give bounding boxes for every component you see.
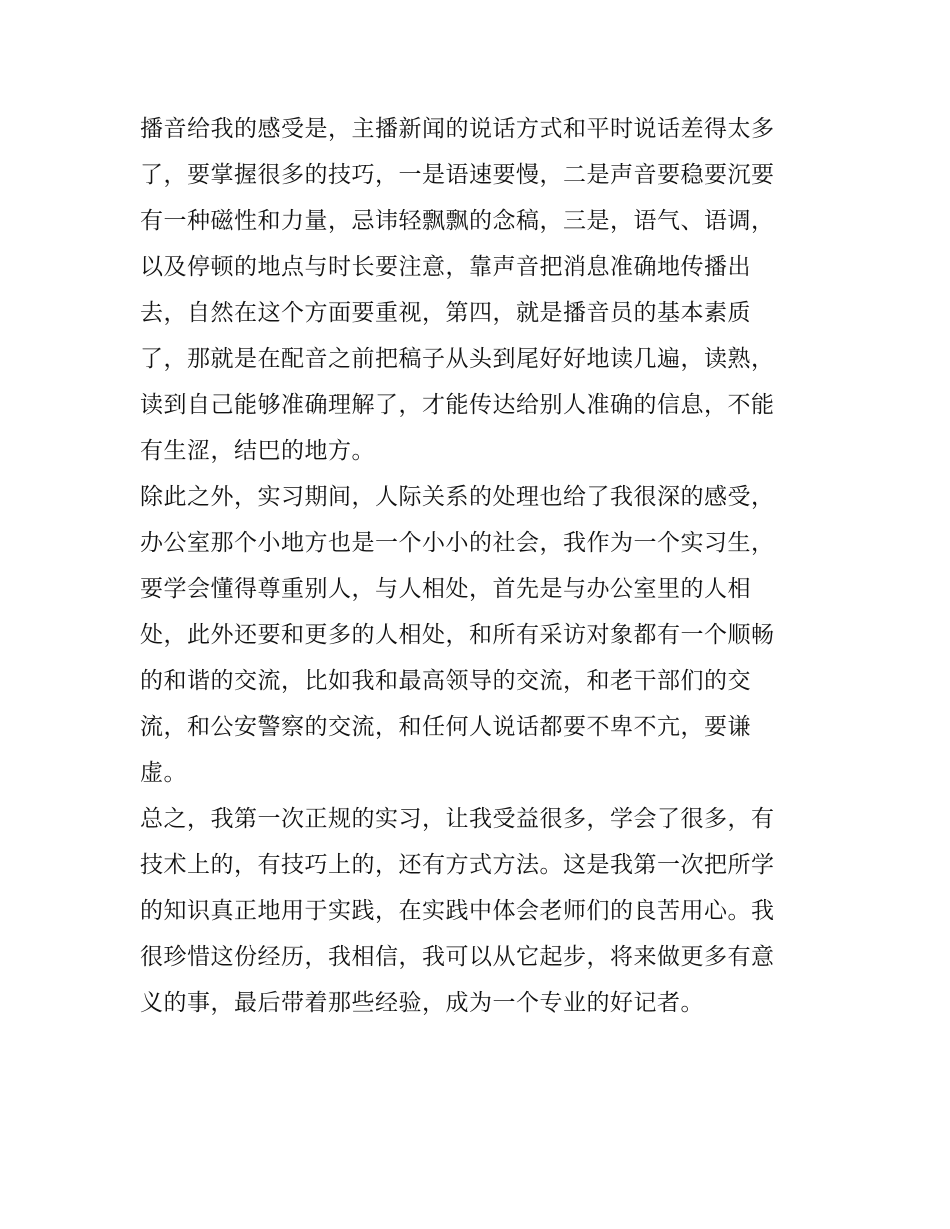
text-line-17: 技术上的，有技巧上的，还有方式方法。这是我第一次把所学 bbox=[140, 852, 775, 878]
text-line-15: 虚。 bbox=[140, 760, 187, 786]
text-line-1: 播音给我的感受是，主播新闻的说话方式和平时说话差得太多 bbox=[140, 116, 775, 142]
text-line-5: 去，自然在这个方面要重视，第四，就是播音员的基本素质 bbox=[140, 300, 751, 326]
text-line-10: 办公室那个小地方也是一个小小的社会，我作为一个实习生， bbox=[140, 530, 775, 556]
text-line-11: 要学会懂得尊重别人，与人相处，首先是与办公室里的人相 bbox=[140, 576, 751, 602]
text-line-7: 读到自己能够准确理解了，才能传达给别人准确的信息，不能 bbox=[140, 392, 775, 418]
text-line-13: 的和谐的交流，比如我和最高领导的交流，和老干部们的交 bbox=[140, 668, 751, 694]
text-line-19: 很珍惜这份经历，我相信，我可以从它起步，将来做更多有意 bbox=[140, 944, 775, 970]
text-line-14: 流，和公安警察的交流，和任何人说话都要不卑不亢，要谦 bbox=[140, 714, 751, 740]
text-line-8: 有生涩，结巴的地方。 bbox=[140, 438, 375, 464]
text-line-9: 除此之外，实习期间，人际关系的处理也给了我很深的感受， bbox=[140, 484, 775, 510]
body-text bbox=[140, 106, 820, 1026]
text-line-12: 处，此外还要和更多的人相处，和所有采访对象都有一个顺畅 bbox=[140, 622, 775, 648]
text-line-6: 了，那就是在配音之前把稿子从头到尾好好地读几遍，读熟， bbox=[140, 346, 775, 372]
text-line-4: 以及停顿的地点与时长要注意，靠声音把消息准确地传播出 bbox=[140, 254, 751, 280]
text-line-18: 的知识真正地用于实践，在实践中体会老师们的良苦用心。我 bbox=[140, 898, 775, 924]
text-line-20: 义的事，最后带着那些经验，成为一个专业的好记者。 bbox=[140, 990, 704, 1016]
text-line-2: 了，要掌握很多的技巧，一是语速要慢，二是声音要稳要沉要 bbox=[140, 162, 775, 188]
text-line-3: 有一种磁性和力量，忌讳轻飘飘的念稿，三是，语气、语调， bbox=[140, 208, 775, 234]
text-line-16: 总之，我第一次正规的实习，让我受益很多，学会了很多，有 bbox=[140, 806, 775, 832]
